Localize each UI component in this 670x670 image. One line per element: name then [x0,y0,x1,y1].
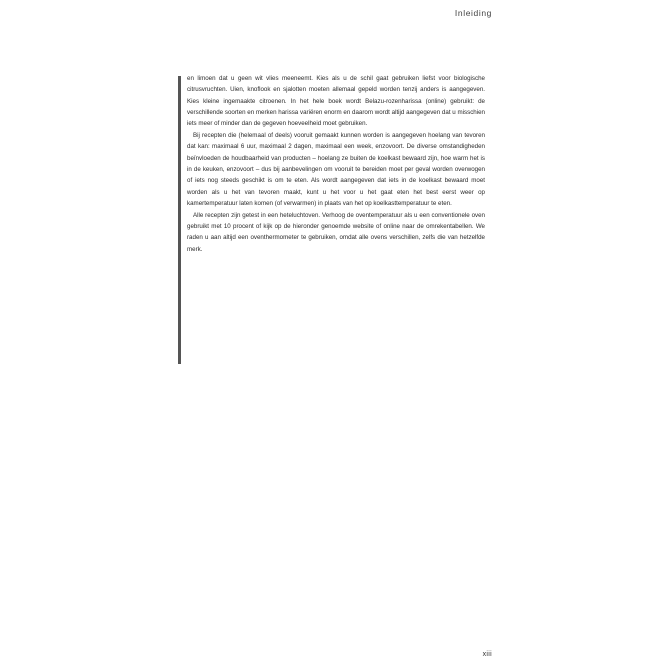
paragraph: Bij recepten die (helemaal of deels) vooruit gemaakt kunnen worden is aangegeven hoelang van tevoren dat kan: maximaal 6 uur, maximaal 2 dagen, maximaal een week, enzovoort. De diverse omstandigheden beïnvloeden de houdbaarheid van producten – hoelang ze buiten de koelkast bewaard zijn, hoe warm het is in de keuken, enzovoort – dus bij aanbevelingen om vooruit te bereiden moet per geval worden overwogen of iets nog steeds geschikt is om te eten. Als wordt aangegeven dat iets in de koelkast bewaard moet worden als u het van tevoren maakt, kunt u het voor u het gaat eten het best eerst weer op kamertemperatuur laten komen (of verwarmen) in plaats van het op koelkasttemperatuur te eten. [187,132,485,207]
paragraph: Alle recepten zijn getest in een heteluchtoven. Verhoog de oventemperatuur als u een conventionele oven gebruikt met 10 procent of kijk op de hieronder genoemde website of online naar de omrekentabellen. We raden u aan altijd een oventhermometer te gebruiken, omdat alle ovens verschillen, zelfs die van hetzelfde merk. [187,211,485,253]
paragraph: en limoen dat u geen wit vlies meeneemt. Kies als u de schil gaat gebruiken liefst voor biologische citrusvruchten. Uien, knoflook en sjalotten moeten allemaal gepeld worden tenzij anders is aangegeven. Kies kleine ingemaakte citroenen. In het hele boek wordt Belazu-rozenharissa (online) gebruikt: de verschillende soorten en merken harissa variëren enorm en daarom wordt altijd aangegeven dat u misschien iets meer of minder dan de gegeven hoeveelheid moet gebruiken. [187,75,485,128]
margin-rule [178,76,181,364]
body-text [187,73,485,255]
page-number: xiii [482,651,492,658]
running-head-title: Inleiding [454,8,492,18]
